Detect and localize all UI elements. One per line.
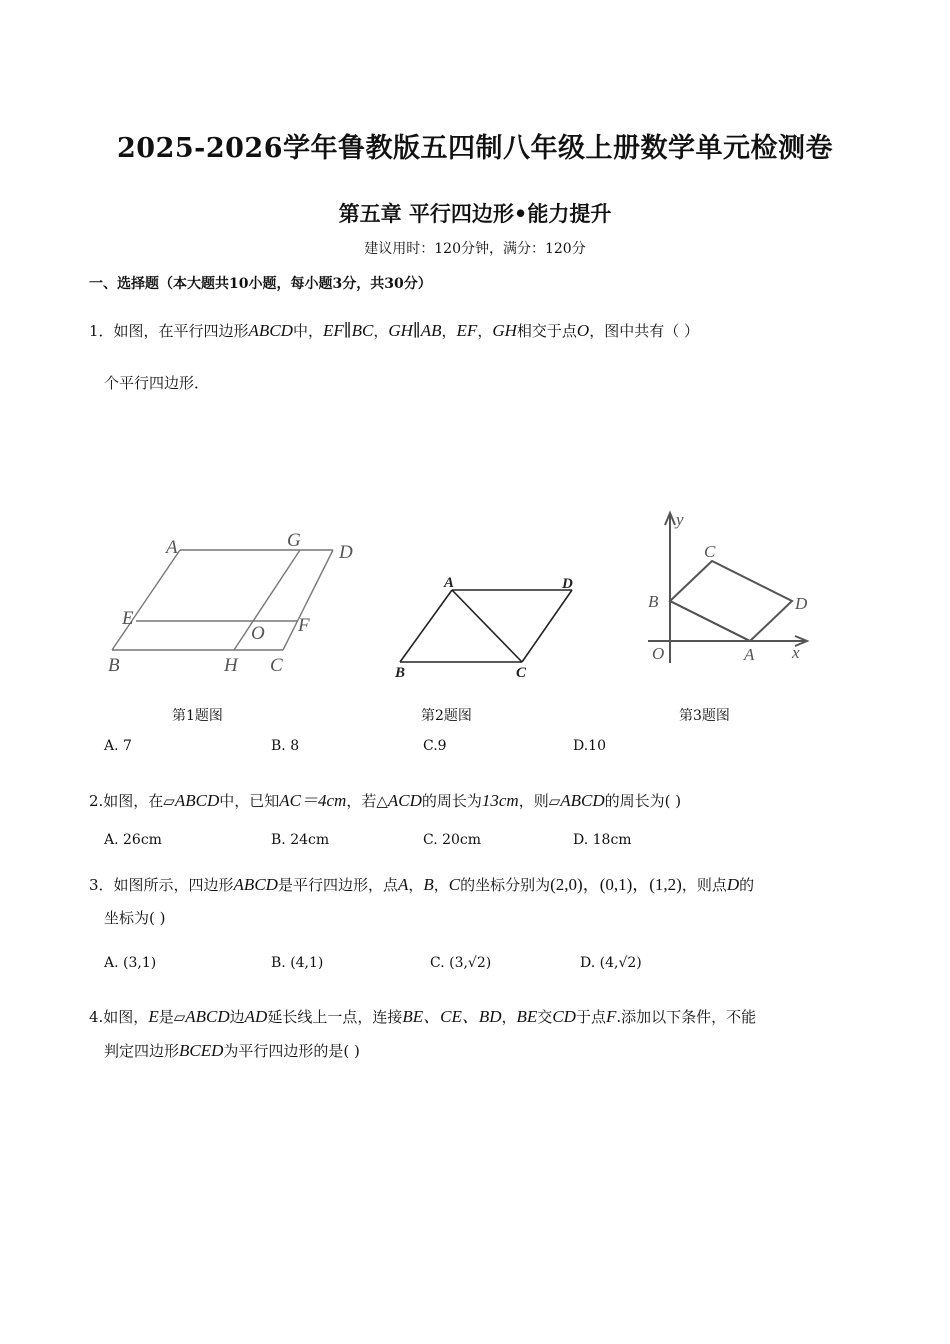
fig2-label-c: C	[516, 665, 527, 681]
fig1-label-a: A	[166, 537, 178, 558]
q1-text: 中，	[292, 322, 323, 340]
question-1	[89, 320, 699, 341]
fig1-label-h: H	[224, 655, 238, 676]
q1-text: ，	[477, 322, 493, 340]
fig3-label-o: O	[652, 644, 665, 663]
q3-text: 3．如图所示，四边形	[89, 876, 234, 894]
section-heading: 一、选择题（本大题共10小题，每小题3分，共30分）	[89, 276, 432, 292]
q4-text: 交	[537, 1008, 553, 1026]
q1-math: GH∥AB	[388, 321, 442, 340]
fig1-label-d: D	[339, 542, 353, 563]
figure-2	[390, 570, 590, 685]
question-4-line-2	[104, 1040, 360, 1061]
fig3-label-c: C	[704, 542, 716, 561]
q4-math: BE、CE、BD	[402, 1007, 502, 1026]
q3-text: ，则点	[681, 876, 727, 894]
q1-option-b[interactable]: B. 8	[271, 738, 300, 754]
fig2-label-b: B	[395, 665, 406, 681]
fig1-label-g: G	[287, 530, 301, 551]
q2-option-d[interactable]: D. 18cm	[573, 832, 632, 848]
q2-text: 的周长为	[421, 792, 482, 810]
q4-math: F	[605, 1007, 617, 1026]
q4-text: 4.如图，	[89, 1008, 149, 1026]
page-title: 2025-2026学年鲁教版五四制八年级上册数学单元检测卷	[117, 133, 833, 164]
fig1-label-o: O	[251, 623, 265, 644]
fig3-label-y: y	[676, 510, 684, 529]
q3-math: D	[726, 875, 740, 894]
q4-text: ，	[501, 1008, 517, 1026]
q1-math: O	[576, 321, 590, 340]
fig2-label-d: D	[562, 576, 573, 592]
q2-text: ，则▱	[518, 792, 561, 810]
figure-2-caption: 第2题图	[421, 708, 472, 724]
q2-text: 的周长为( )	[604, 792, 682, 810]
q1-math: GH	[492, 321, 517, 340]
figure-1-caption: 第1题图	[172, 708, 223, 724]
q1-math: EF∥BC	[322, 321, 374, 340]
q3-text: 的坐标分别为	[460, 876, 551, 894]
question-4	[89, 1002, 756, 1027]
fig3-label-a: A	[744, 645, 755, 664]
q2-option-c[interactable]: C. 20cm	[423, 832, 482, 848]
q1-option-c[interactable]: C.9	[423, 738, 447, 754]
q2-math: ABCD	[174, 791, 220, 810]
fig1-label-e: E	[122, 608, 134, 629]
q2-option-b[interactable]: B. 24cm	[271, 832, 330, 848]
q1-text: ，	[373, 322, 389, 340]
q4-math: BCED	[179, 1041, 224, 1060]
q4-text: 判定四边形	[104, 1042, 180, 1060]
q3-text: 是平行四边形，点	[277, 876, 398, 894]
q2-text: 中，已知	[219, 792, 280, 810]
q1-text: ，	[441, 322, 457, 340]
q4-text: 是▱	[158, 1008, 186, 1026]
q2-math: AC＝4cm	[279, 791, 347, 810]
q3-option-d[interactable]: D. (4,√2)	[580, 955, 642, 971]
q4-math: AD	[244, 1007, 268, 1026]
q3-math: A	[397, 875, 409, 894]
q1-math: ABCD	[248, 321, 293, 340]
q4-text: 于点	[575, 1008, 606, 1026]
q3-text: ，	[433, 876, 449, 894]
q3-math: (2,0)，(0,1)，(1,2)	[550, 875, 682, 894]
q1-text: 1．如图，在平行四边形	[89, 322, 249, 340]
q4-text: 为平行四边形的是( )	[223, 1042, 360, 1060]
fig3-label-b: B	[648, 592, 659, 611]
q3-text: ，	[408, 876, 424, 894]
q1-math: EF	[456, 321, 478, 340]
q4-math: BE	[516, 1007, 538, 1026]
q3-math: B	[423, 875, 434, 894]
time-and-score: 建议用时：120分钟，满分：120分	[364, 241, 586, 257]
q2-option-a[interactable]: A. 26cm	[104, 832, 162, 848]
fig1-label-b: B	[108, 655, 120, 676]
q2-math: ABCD	[560, 791, 605, 810]
figure-3-caption: 第3题图	[679, 708, 730, 724]
question-3-line-2: 坐标为( )	[104, 909, 166, 927]
figure-1	[100, 525, 370, 685]
question-2	[89, 786, 681, 811]
q3-math: C	[448, 875, 461, 894]
q4-text: 边	[229, 1008, 245, 1026]
q4-math: ABCD	[185, 1007, 230, 1026]
q4-text: 延长线上一点，连接	[267, 1008, 403, 1026]
q1-text: 相交于点	[516, 322, 577, 340]
q4-math: CD	[552, 1007, 576, 1026]
q2-math: 13cm	[481, 791, 519, 810]
q2-math: ACD	[387, 791, 422, 810]
q3-option-a[interactable]: A. (3,1)	[104, 955, 157, 971]
q1-option-a[interactable]: A. 7	[104, 738, 132, 754]
q2-text: 2.如图，在▱	[89, 792, 175, 810]
q3-math: ABCD	[233, 875, 278, 894]
figure-3	[640, 505, 820, 670]
q1-option-d[interactable]: D.10	[573, 738, 606, 754]
fig1-label-f: F	[298, 615, 310, 636]
q2-text: ，若△	[346, 792, 388, 810]
question-1-line-2: 个平行四边形．	[104, 374, 210, 392]
chapter-subtitle: 第五章 平行四边形•能力提升	[338, 201, 612, 226]
question-3	[89, 870, 754, 895]
fig3-label-x: x	[792, 643, 800, 662]
fig2-label-a: A	[444, 575, 455, 591]
fig1-label-c: C	[270, 655, 283, 676]
q3-option-c[interactable]: C. (3,√2)	[430, 955, 492, 971]
q3-option-b[interactable]: B. (4,1)	[271, 955, 324, 971]
q3-text: 的	[739, 876, 755, 894]
q1-text: ，图中共有（ ）	[589, 322, 699, 340]
q4-text: .添加以下条件，不能	[616, 1008, 757, 1026]
fig3-label-d: D	[795, 594, 808, 613]
q4-math: E	[148, 1007, 159, 1026]
